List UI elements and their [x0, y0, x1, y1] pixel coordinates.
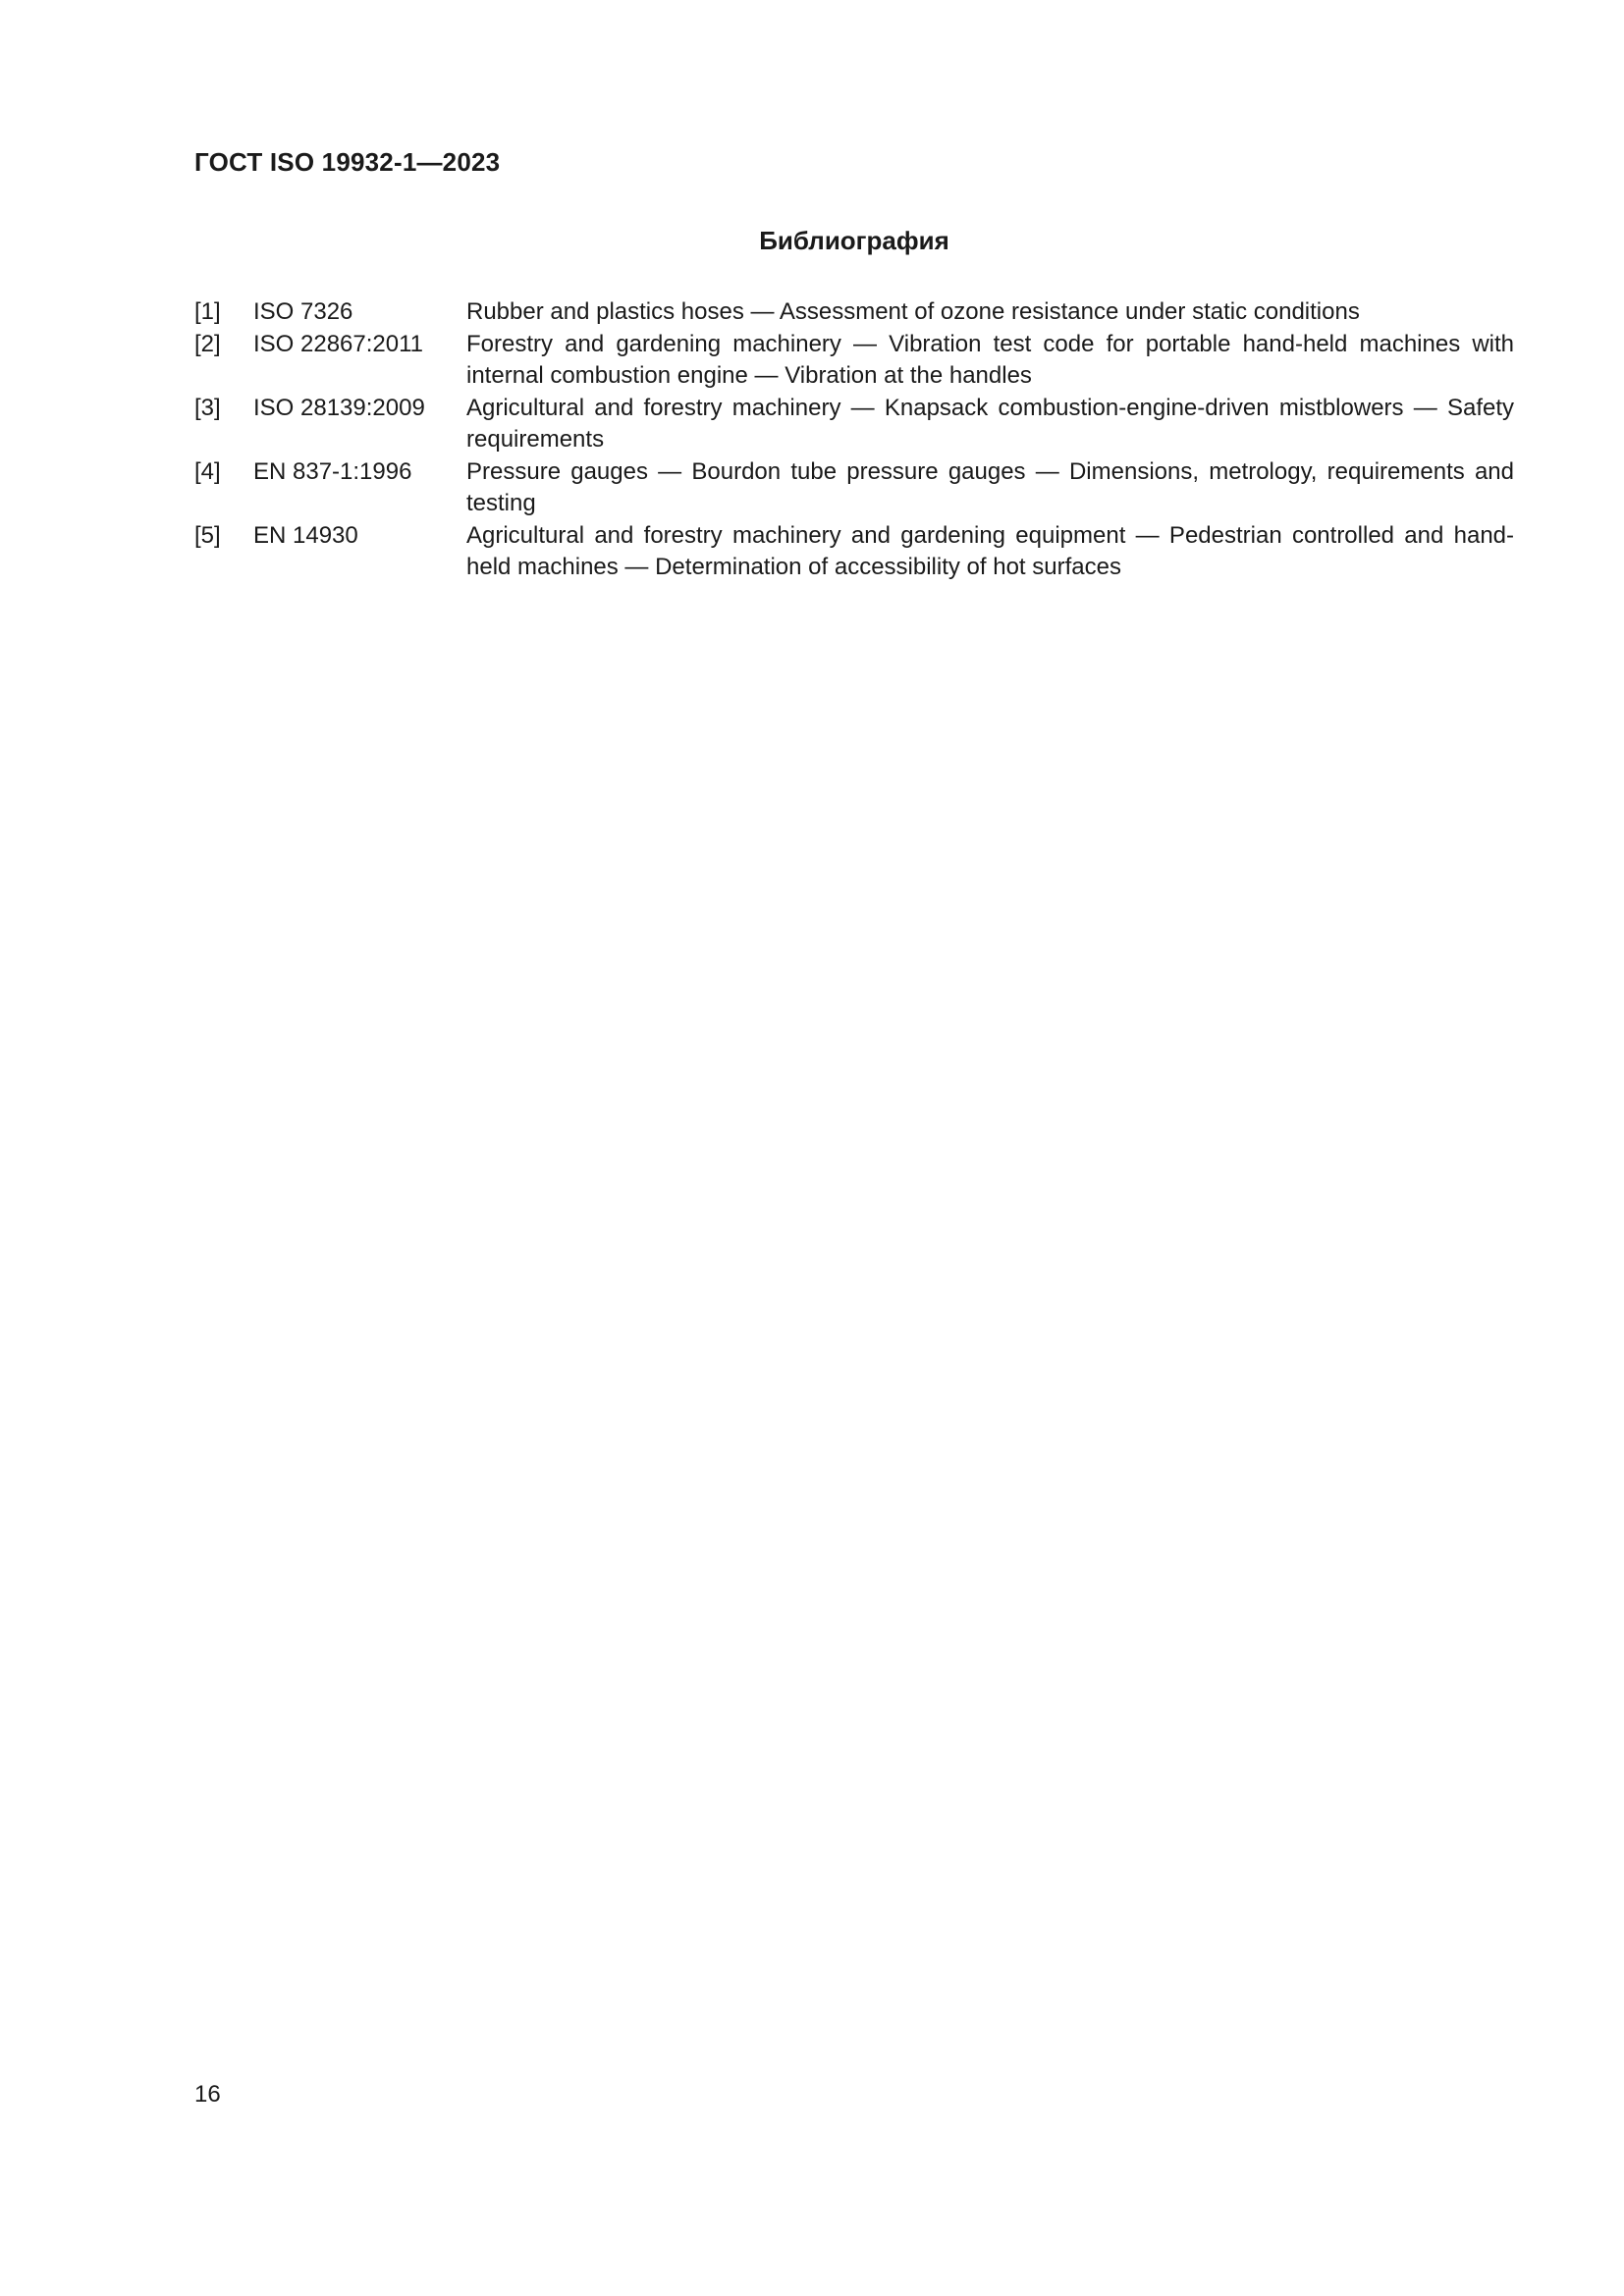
entry-title: Rubber and plastics hoses — Assessment of ozone resistance under static conditions	[466, 298, 1360, 325]
entry-title: Pressure gauges — Bourdon tube pressure gauges — Dimensions, metrology, requirements and testing	[466, 458, 1514, 516]
entry-title: Agricultural and forestry machinery — Knapsack combustion-engine-driven mistblowers — Safety requirements	[466, 395, 1514, 453]
entry-standard-code: EN 14930	[253, 522, 358, 549]
entry-number: [4]	[194, 458, 221, 485]
bibliography-entry	[194, 456, 1514, 520]
page-number: 16	[194, 2081, 221, 2108]
section-title: Библиография	[759, 226, 949, 255]
bibliography-list	[194, 296, 1514, 584]
entry-standard-code: ISO 28139:2009	[253, 395, 425, 421]
document-code-header: ГОСТ ISO 19932-1—2023	[194, 147, 501, 177]
entry-standard-code: EN 837-1:1996	[253, 458, 412, 485]
entry-title: Forestry and gardening machinery — Vibration test code for portable hand-held machines with internal combustion engine — Vibration at the handles	[466, 331, 1514, 389]
entry-number: [2]	[194, 331, 221, 357]
entry-standard-code: ISO 7326	[253, 298, 353, 325]
bibliography-entry	[194, 520, 1514, 584]
entry-number: [1]	[194, 298, 221, 325]
entry-standard-code: ISO 22867:2011	[253, 331, 424, 357]
entry-title: Agricultural and forestry machinery and gardening equipment — Pedestrian controlled and hand-held machines — Determination of accessibility of hot surfaces	[466, 522, 1514, 580]
bibliography-entry	[194, 296, 1514, 329]
bibliography-entry	[194, 393, 1514, 456]
entry-number: [5]	[194, 522, 221, 549]
entry-number: [3]	[194, 395, 221, 421]
bibliography-entry	[194, 329, 1514, 393]
